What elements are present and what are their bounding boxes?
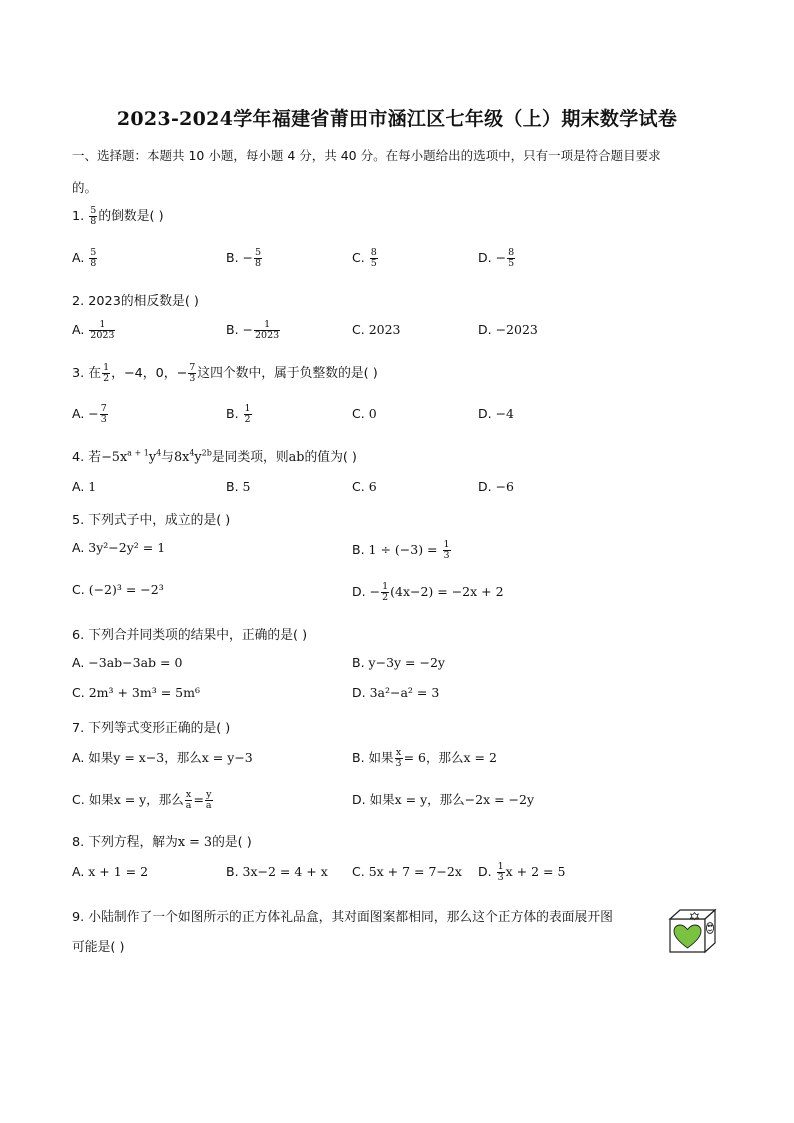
option-d xyxy=(478,322,538,337)
frac-den: 5 xyxy=(508,257,515,269)
math-expr: x = 2 xyxy=(463,750,497,765)
option-text: y−3y = −2y xyxy=(368,655,445,670)
option-text: 3y²−2y² = 1 xyxy=(88,540,166,555)
fraction xyxy=(102,363,110,384)
frac-num: x xyxy=(395,747,402,759)
option-text: 5x + 7 = 7−2x xyxy=(368,864,462,879)
fraction xyxy=(370,248,378,269)
option-text: 1 ÷ (−3) = xyxy=(368,541,442,557)
option-b xyxy=(226,479,250,494)
frac-num: 1 xyxy=(103,362,110,374)
option-letter: A. xyxy=(72,479,89,494)
option-letter: A. xyxy=(72,321,89,337)
fraction xyxy=(89,248,97,269)
frac-num: 1 xyxy=(497,861,504,872)
option-letter: B. xyxy=(352,541,369,557)
fraction xyxy=(497,862,505,883)
frac-den: 3 xyxy=(189,373,196,384)
q-prefix: 1. xyxy=(72,209,89,224)
option-letter: B. xyxy=(226,405,243,421)
math-expr: ab xyxy=(288,450,305,465)
math-expr: x = y−3 xyxy=(201,750,253,765)
fraction xyxy=(395,748,403,769)
fraction xyxy=(89,320,115,341)
option-text: −3ab−3ab = 0 xyxy=(88,655,183,670)
fraction xyxy=(254,248,262,269)
option-b xyxy=(352,540,452,561)
superscript: a + 1 xyxy=(127,448,149,458)
math-expr: y xyxy=(194,450,202,465)
fraction xyxy=(185,790,193,811)
frac-num: 1 xyxy=(244,403,251,414)
option-b xyxy=(226,404,253,425)
option-letter: C. xyxy=(72,685,89,700)
option-text: 如果 xyxy=(368,750,394,765)
option-a xyxy=(72,540,165,555)
frac-den: 3 xyxy=(497,871,504,883)
option-text: 3a²−a² = 3 xyxy=(369,685,440,700)
option-text: ，那么 xyxy=(146,792,184,807)
option-text: 5 xyxy=(242,479,251,494)
option-c xyxy=(352,479,377,494)
option-letter: D. xyxy=(352,792,370,807)
option-text: 2023 xyxy=(368,322,401,337)
question-2: 2. 2023的相反数是( ) xyxy=(72,294,199,309)
question-5: 5. 下列式子中，成立的是( ) xyxy=(72,513,231,528)
section-heading: 一、选择题：本题共 10 小题，每小题 4 分，共 40 分。在每小题给出的选项中，只有一项是符合题目要求 xyxy=(72,148,661,163)
option-c xyxy=(72,685,200,700)
option-letter: A. xyxy=(72,864,89,879)
superscript: 4 xyxy=(189,448,195,458)
option-a xyxy=(72,248,98,269)
option-d xyxy=(352,790,534,808)
math-expr: −5x xyxy=(101,450,128,465)
frac-num: x xyxy=(185,789,192,801)
option-text: ，那么 xyxy=(427,792,465,807)
frac-den: 5 xyxy=(370,257,377,269)
option-c xyxy=(72,582,164,597)
question-6: 6. 下列合并同类项的结果中，正确的是( ) xyxy=(72,628,308,643)
option-d xyxy=(478,479,514,494)
option-c xyxy=(352,864,462,879)
option-a xyxy=(72,320,116,341)
fraction xyxy=(244,404,252,425)
option-text: (4x−2) = −2x + 2 xyxy=(390,583,504,599)
option-letter: C. xyxy=(72,792,89,807)
q-prefix: 8. 下列方程，解为 xyxy=(72,835,178,850)
frac-den: 2 xyxy=(103,373,110,384)
frac-num: 7 xyxy=(100,403,107,414)
q-suffix: 是同类项，则 xyxy=(211,450,289,465)
frac-num: 5 xyxy=(90,205,97,217)
option-text: 3x−2 = 4 + x xyxy=(242,864,328,879)
math-expr: = xyxy=(193,792,204,807)
frac-num: y xyxy=(206,789,212,801)
option-b xyxy=(226,320,281,341)
superscript: 4 xyxy=(156,448,162,458)
frac-num: 7 xyxy=(189,362,196,374)
option-d xyxy=(478,248,516,269)
q-suffix: 的倒数是( ) xyxy=(98,209,164,224)
option-letter: B. xyxy=(226,321,243,337)
question-3 xyxy=(72,362,378,384)
option-text: ，那么 xyxy=(164,750,202,765)
math-expr: x = y xyxy=(113,792,147,807)
option-letter: D. xyxy=(478,249,496,265)
question-1 xyxy=(72,205,164,227)
fraction xyxy=(188,363,196,384)
option-text: 6 xyxy=(368,479,377,494)
option-a xyxy=(72,479,96,494)
fraction xyxy=(443,540,451,561)
option-letter: C. xyxy=(352,322,369,337)
math-expr: y xyxy=(148,450,157,465)
frac-den: 2 xyxy=(244,413,251,425)
option-text: −4 xyxy=(495,406,515,421)
option-a xyxy=(72,748,253,766)
option-a xyxy=(72,655,182,670)
option-text: −6 xyxy=(495,479,515,494)
option-a xyxy=(72,404,109,425)
option-a xyxy=(72,864,148,879)
option-text: − xyxy=(242,249,254,265)
option-text: − xyxy=(242,321,254,337)
option-text: (−2)³ = −2³ xyxy=(88,582,164,597)
option-c xyxy=(352,248,379,269)
option-letter: A. xyxy=(72,249,89,265)
option-text: x + 2 = 5 xyxy=(505,863,566,879)
option-text: − xyxy=(495,249,507,265)
math-expr: x = 3 xyxy=(177,835,213,850)
fraction xyxy=(507,248,515,269)
option-letter: D. xyxy=(478,322,496,337)
question-4 xyxy=(72,446,357,465)
option-text: 1 xyxy=(88,479,97,494)
option-d xyxy=(478,406,514,421)
math-expr: = 6 xyxy=(403,750,426,765)
option-b xyxy=(352,748,497,769)
fraction xyxy=(254,320,280,341)
frac-den: a xyxy=(185,800,192,811)
section-heading-cont: 的。 xyxy=(72,180,98,195)
option-text: 如果 xyxy=(88,792,114,807)
option-d xyxy=(352,685,439,700)
q-suffix: 这四个数中，属于负整数的是( ) xyxy=(197,366,378,381)
frac-num: 1 xyxy=(382,581,389,592)
option-d xyxy=(352,582,504,603)
option-letter: A. xyxy=(72,750,89,765)
q-mid: 与 xyxy=(161,450,174,465)
option-text: − xyxy=(88,405,99,421)
fraction xyxy=(381,582,389,603)
q-prefix: 4. 若 xyxy=(72,450,102,465)
option-letter: C. xyxy=(352,406,369,421)
option-text: − xyxy=(369,583,381,599)
fraction xyxy=(89,206,97,227)
frac-den: 8 xyxy=(255,257,262,269)
option-letter: C. xyxy=(72,582,89,597)
option-c xyxy=(72,790,214,811)
option-text: 如果 xyxy=(369,792,395,807)
frac-den: 2023 xyxy=(90,329,115,341)
fraction xyxy=(205,790,213,811)
option-letter: D. xyxy=(478,863,496,879)
option-letter: C. xyxy=(352,864,369,879)
frac-den: 3 xyxy=(100,413,107,425)
cube-figure xyxy=(668,908,720,954)
q-suffix: 的是( ) xyxy=(212,835,252,850)
option-letter: C. xyxy=(352,249,369,265)
option-d xyxy=(478,862,565,883)
option-letter: B. xyxy=(226,479,243,494)
option-letter: D. xyxy=(352,685,370,700)
option-letter: A. xyxy=(72,540,89,555)
option-b xyxy=(226,864,328,879)
frac-num: 8 xyxy=(508,247,515,258)
option-letter: D. xyxy=(478,479,496,494)
frac-den: 8 xyxy=(90,216,97,227)
math-expr: 8x xyxy=(173,450,190,465)
option-text: 2m³ + 3m³ = 5m⁶ xyxy=(88,685,200,700)
frac-num: 1 xyxy=(99,319,106,330)
frac-den: 3 xyxy=(443,549,450,561)
question-9: 9. 小陆制作了一个如图所示的正方体礼品盒，其对面图案都相同，那么这个正方体的表面展开图 xyxy=(72,910,613,925)
frac-num: 1 xyxy=(443,539,450,550)
math-expr: −2x = −2y xyxy=(464,792,535,807)
frac-den: 3 xyxy=(395,758,402,769)
option-letter: C. xyxy=(352,479,369,494)
frac-den: a xyxy=(205,800,212,811)
frac-den: 2023 xyxy=(255,329,280,341)
q-suffix: 的值为( ) xyxy=(304,450,357,465)
option-letter: B. xyxy=(226,249,243,265)
q-prefix: 3. 在 xyxy=(72,366,102,381)
option-text: ，那么 xyxy=(426,750,464,765)
option-b xyxy=(226,248,263,269)
frac-num: 5 xyxy=(90,247,97,258)
question-9-cont: 可能是( ) xyxy=(72,940,125,955)
option-text: −2023 xyxy=(495,322,538,337)
question-7: 7. 下列等式变形正确的是( ) xyxy=(72,721,231,736)
option-text: 0 xyxy=(368,406,377,421)
q-mid: ，−4，0，− xyxy=(111,366,188,381)
frac-num: 5 xyxy=(255,247,262,258)
option-letter: B. xyxy=(352,655,369,670)
frac-den: 8 xyxy=(90,257,97,269)
option-letter: D. xyxy=(352,583,370,599)
option-text: 如果 xyxy=(88,750,114,765)
frac-num: 8 xyxy=(370,247,377,258)
frac-den: 2 xyxy=(382,591,389,603)
option-letter: D. xyxy=(478,406,496,421)
page-title: 2023-2024学年福建省莆田市涵江区七年级（上）期末数学试卷 xyxy=(116,108,678,130)
option-b xyxy=(352,655,445,670)
superscript: 2b xyxy=(201,448,212,458)
frac-num: 1 xyxy=(264,319,271,330)
option-letter: A. xyxy=(72,405,89,421)
question-8 xyxy=(72,831,252,850)
option-letter: B. xyxy=(352,750,369,765)
option-text: x + 1 = 2 xyxy=(88,864,149,879)
option-letter: B. xyxy=(226,864,243,879)
math-expr: x = y xyxy=(394,792,428,807)
option-c xyxy=(352,322,401,337)
math-expr: y = x−3 xyxy=(113,750,165,765)
fraction xyxy=(100,404,108,425)
option-letter: A. xyxy=(72,655,89,670)
option-c xyxy=(352,406,377,421)
